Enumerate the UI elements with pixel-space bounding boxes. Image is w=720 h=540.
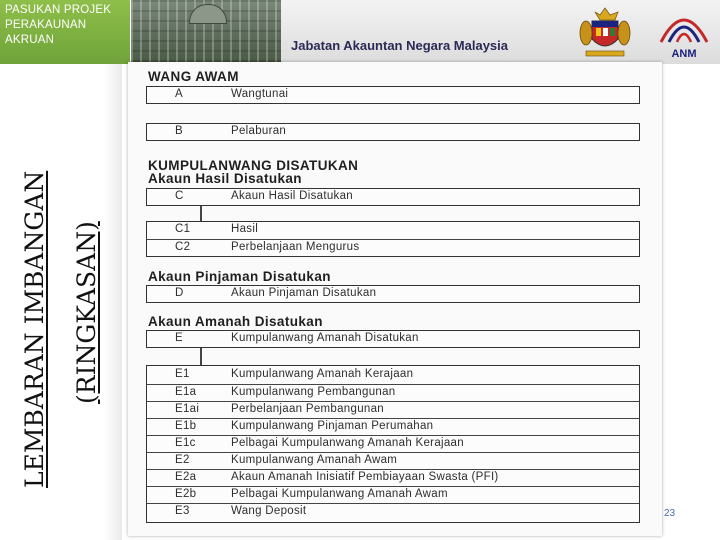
row-code: E1ai (175, 403, 200, 415)
row-label: Kumpulanwang Amanah Disatukan (231, 332, 419, 344)
team-label-line: PERAKAUNAN (5, 19, 87, 31)
row-label: Kumpulanwang Pinjaman Perumahan (231, 420, 434, 432)
row-code: E1a (175, 386, 197, 398)
row-label: Perbelanjaan Pembangunan (231, 403, 384, 415)
row-code: E2a (175, 471, 197, 483)
row-label: Hasil (231, 223, 259, 235)
row-label: Perbelanjaan Mengurus (231, 241, 360, 253)
heading-akaun-hasil: Akaun Hasil Disatukan (148, 171, 302, 186)
row-label: Akaun Hasil Disatukan (231, 190, 353, 202)
row-code: C1 (175, 223, 191, 235)
table-row (147, 469, 639, 487)
table-row (147, 435, 639, 453)
connector-line (200, 348, 202, 365)
row-label: Pelbagai Kumpulanwang Amanah Kerajaan (231, 437, 464, 449)
table-row (147, 239, 639, 257)
row-label: Wangtunai (231, 88, 289, 100)
row-code: B (175, 125, 183, 137)
side-title-line1: LEMBARAN IMBANGAN (20, 170, 49, 488)
row-code: C2 (175, 241, 191, 253)
building-photo (131, 0, 281, 64)
table-row (147, 87, 639, 104)
table-row (147, 124, 639, 141)
table-row (147, 367, 639, 384)
page-number: 23 (664, 508, 676, 519)
table-row (147, 503, 639, 521)
row-code: E1 (175, 368, 190, 380)
row-code: A (175, 88, 183, 100)
coat-of-arms-icon (578, 5, 632, 59)
row-code: E2 (175, 454, 190, 466)
row-label: Akaun Pinjaman Disatukan (231, 287, 377, 299)
team-label (0, 0, 130, 64)
row-label: Kumpulanwang Pembangunan (231, 386, 396, 398)
table-row (147, 401, 639, 419)
row-box (146, 285, 640, 303)
side-title (18, 104, 108, 488)
row-box (146, 330, 640, 348)
row-label: Kumpulanwang Amanah Kerajaan (231, 368, 414, 380)
row-code: D (175, 287, 184, 299)
heading-akaun-pinjaman: Akaun Pinjaman Disatukan (148, 269, 331, 284)
balance-sheet-scan (128, 62, 662, 536)
banner (131, 0, 720, 64)
banner-title: Jabatan Akauntan Negara Malaysia (291, 38, 508, 53)
row-label: Pelbagai Kumpulanwang Amanah Awam (231, 488, 448, 500)
row-code: E (175, 332, 183, 344)
table-row (147, 189, 639, 206)
row-code: E3 (175, 505, 190, 517)
anm-logo (653, 4, 715, 60)
table-row (147, 486, 639, 504)
team-label-line: PASUKAN PROJEK (5, 4, 112, 16)
row-code: E2b (175, 488, 197, 500)
row-box (146, 86, 640, 104)
row-box (146, 123, 640, 141)
amanah-rows-box (146, 365, 640, 523)
row-code: E1c (175, 437, 196, 449)
heading-akaun-amanah: Akaun Amanah Disatukan (148, 314, 323, 329)
table-row (147, 384, 639, 402)
row-box (146, 188, 640, 206)
table-row (147, 452, 639, 470)
row-label: Wang Deposit (231, 505, 307, 517)
row-label: Kumpulanwang Amanah Awam (231, 454, 398, 466)
side-title-line2: (RINGKASAN) (72, 221, 101, 404)
table-row (147, 418, 639, 436)
connector-line (200, 206, 202, 221)
heading-wang-awam: WANG AWAM (148, 69, 239, 84)
header (0, 0, 720, 64)
team-label-line: AKRUAN (5, 34, 55, 46)
row-code: E1b (175, 420, 197, 432)
row-label: Pelaburan (231, 125, 287, 137)
logo-text: ANM (671, 48, 697, 60)
heading-kumpulanwang: KUMPULANWANG DISATUKAN (148, 158, 359, 173)
table-row (147, 331, 639, 348)
row-box (146, 221, 640, 257)
row-code: C (175, 190, 184, 202)
row-label: Akaun Amanah Inisiatif Pembiayaan Swasta (PFI) (231, 471, 499, 483)
table-row (147, 286, 639, 303)
table-row (147, 222, 639, 239)
